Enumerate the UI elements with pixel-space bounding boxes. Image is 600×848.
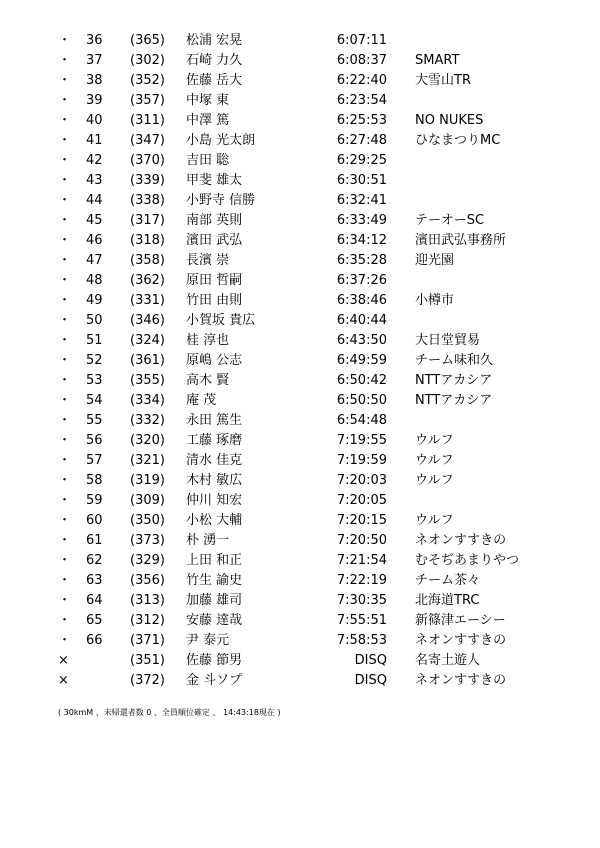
finish-time-cell: 6:50:50 [336, 393, 387, 408]
table-row [0, 171, 600, 191]
table-row [0, 431, 600, 451]
rank-cell: 48 [86, 273, 103, 288]
rank-cell: 49 [86, 293, 103, 308]
row-marker: ・ [58, 273, 72, 288]
row-marker: ・ [58, 433, 72, 448]
bib-number-cell: (319) [130, 473, 165, 488]
rank-cell: 47 [86, 253, 103, 268]
runner-name-cell: 朴 湧一 [186, 533, 230, 548]
team-name-cell: ウルフ [415, 433, 454, 448]
runner-name-cell: 石崎 力久 [186, 53, 243, 68]
runner-name-cell: 濱田 武弘 [186, 233, 243, 248]
team-name-cell: SMART [415, 53, 460, 68]
team-name-cell: NTTアカシア [415, 373, 493, 388]
team-name-cell: チーム味和久 [415, 353, 494, 368]
runner-name-cell: 中塚 東 [186, 93, 230, 108]
rank-cell: 66 [86, 633, 103, 648]
finish-time-cell: 6:49:59 [336, 353, 387, 368]
rank-cell: 63 [86, 573, 103, 588]
rank-cell: 61 [86, 533, 103, 548]
finish-time-cell: 7:55:51 [336, 613, 387, 628]
row-marker: ・ [58, 233, 72, 248]
table-row [0, 451, 600, 471]
finish-time-cell: 7:22:19 [336, 573, 387, 588]
team-name-cell: チーム茶々 [415, 573, 481, 588]
table-row [0, 31, 600, 51]
runner-name-cell: 小島 光太朗 [186, 133, 256, 148]
bib-number-cell: (313) [130, 593, 165, 608]
table-row [0, 231, 600, 251]
table-row [0, 131, 600, 151]
finish-time-cell: 6:32:41 [336, 193, 387, 208]
finish-time-cell: 6:43:50 [336, 333, 387, 348]
row-marker: ・ [58, 153, 72, 168]
row-marker: ・ [58, 193, 72, 208]
rank-cell: 52 [86, 353, 103, 368]
row-marker: ・ [58, 173, 72, 188]
finish-time-cell: 6:54:48 [336, 413, 387, 428]
table-row [0, 371, 600, 391]
results-table [0, 31, 600, 691]
team-name-cell: 新篠津エーシー [415, 613, 506, 628]
row-marker: ・ [58, 553, 72, 568]
runner-name-cell: 尹 泰元 [186, 633, 230, 648]
table-row [0, 291, 600, 311]
runner-name-cell: 佐藤 岳大 [186, 73, 243, 88]
row-marker: ・ [58, 113, 72, 128]
bib-number-cell: (371) [130, 633, 165, 648]
table-row [0, 271, 600, 291]
rank-cell: 57 [86, 453, 103, 468]
runner-name-cell: 佐藤 節男 [186, 653, 243, 668]
table-row [0, 391, 600, 411]
bib-number-cell: (334) [130, 393, 165, 408]
row-marker: ・ [58, 73, 72, 88]
finish-time-cell: 7:21:54 [336, 553, 387, 568]
team-name-cell: 小樽市 [415, 293, 455, 308]
team-name-cell: むそぢあまりやつ [415, 553, 520, 568]
runner-name-cell: 庵 茂 [186, 393, 217, 408]
table-row [0, 631, 600, 651]
bib-number-cell: (311) [130, 113, 165, 128]
rank-cell: 56 [86, 433, 103, 448]
runner-name-cell: 吉田 聡 [186, 153, 230, 168]
rank-cell: 38 [86, 73, 103, 88]
finish-time-cell: 6:38:46 [336, 293, 387, 308]
team-name-cell: 濱田武弘事務所 [415, 233, 507, 248]
bib-number-cell: (362) [130, 273, 165, 288]
finish-time-cell: 6:30:51 [336, 173, 387, 188]
runner-name-cell: 加藤 雄司 [186, 593, 243, 608]
team-name-cell: 迎光園 [415, 253, 455, 268]
table-row [0, 511, 600, 531]
finish-time-cell: 6:23:54 [336, 93, 387, 108]
rank-cell: 50 [86, 313, 103, 328]
runner-name-cell: 工藤 琢磨 [186, 433, 243, 448]
bib-number-cell: (355) [130, 373, 165, 388]
runner-name-cell: 上田 和正 [186, 553, 243, 568]
finish-time-cell: 7:58:53 [336, 633, 387, 648]
row-marker: ・ [58, 253, 72, 268]
row-marker: ・ [58, 133, 72, 148]
rank-cell: 54 [86, 393, 103, 408]
team-name-cell: NO NUKES [415, 113, 484, 128]
finish-time-cell: DISQ [354, 653, 387, 668]
runner-name-cell: 長濱 崇 [186, 253, 230, 268]
row-marker: ・ [58, 633, 72, 648]
team-name-cell: NTTアカシア [415, 393, 493, 408]
finish-time-cell: 7:20:15 [336, 513, 387, 528]
table-row [0, 531, 600, 551]
rank-cell: 39 [86, 93, 103, 108]
bib-number-cell: (372) [130, 673, 165, 688]
table-row [0, 191, 600, 211]
bib-number-cell: (338) [130, 193, 165, 208]
team-name-cell: 北海道TRC [415, 593, 480, 608]
table-row [0, 611, 600, 631]
team-name-cell: ウルフ [415, 453, 454, 468]
row-marker: ・ [58, 593, 72, 608]
finish-time-cell: 7:30:35 [336, 593, 387, 608]
rank-cell: 44 [86, 193, 103, 208]
row-marker: ・ [58, 613, 72, 628]
row-marker: ・ [58, 213, 72, 228]
runner-name-cell: 木村 敏広 [186, 473, 243, 488]
runner-name-cell: 原嶋 公志 [186, 353, 243, 368]
table-row [0, 71, 600, 91]
bib-number-cell: (324) [130, 333, 165, 348]
table-row [0, 111, 600, 131]
row-marker: ・ [58, 533, 72, 548]
table-row [0, 331, 600, 351]
bib-number-cell: (351) [130, 653, 165, 668]
finish-time-cell: 6:34:12 [336, 233, 387, 248]
table-row [0, 471, 600, 491]
rank-cell: 51 [86, 333, 103, 348]
rank-cell: 53 [86, 373, 103, 388]
runner-name-cell: 南部 英則 [186, 213, 243, 228]
bib-number-cell: (357) [130, 93, 165, 108]
finish-time-cell: 6:50:42 [336, 373, 387, 388]
team-name-cell: ウルフ [415, 513, 454, 528]
row-marker: ・ [58, 513, 72, 528]
team-name-cell: ウルフ [415, 473, 454, 488]
finish-time-cell: 7:20:50 [336, 533, 387, 548]
row-marker: ・ [58, 493, 72, 508]
bib-number-cell: (365) [130, 33, 165, 48]
runner-name-cell: 清水 佳克 [186, 453, 243, 468]
runner-name-cell: 中澤 篤 [186, 113, 230, 128]
rank-cell: 37 [86, 53, 103, 68]
bib-number-cell: (350) [130, 513, 165, 528]
table-row [0, 551, 600, 571]
finish-time-cell: 6:33:49 [336, 213, 387, 228]
team-name-cell: 大雪山TR [415, 73, 471, 88]
row-marker: ・ [58, 353, 72, 368]
bib-number-cell: (312) [130, 613, 165, 628]
table-row [0, 411, 600, 431]
finish-time-cell: 6:08:37 [336, 53, 387, 68]
finish-time-cell: 6:07:11 [336, 33, 387, 48]
bib-number-cell: (370) [130, 153, 165, 168]
row-marker: ・ [58, 313, 72, 328]
bib-number-cell: (373) [130, 533, 165, 548]
rank-cell: 40 [86, 113, 103, 128]
table-row [0, 571, 600, 591]
bib-number-cell: (356) [130, 573, 165, 588]
runner-name-cell: 小松 大輔 [186, 513, 243, 528]
runner-name-cell: 小賀坂 貴広 [186, 313, 256, 328]
table-row [0, 591, 600, 611]
table-row [0, 671, 600, 691]
runner-name-cell: 小野寺 信勝 [186, 193, 256, 208]
row-marker: ・ [58, 293, 72, 308]
table-row [0, 91, 600, 111]
row-marker: ・ [58, 573, 72, 588]
table-row [0, 351, 600, 371]
runner-name-cell: 竹田 由則 [186, 293, 243, 308]
finish-time-cell: 6:29:25 [336, 153, 387, 168]
team-name-cell: ネオンすすきの [415, 533, 507, 548]
finish-time-cell: 7:19:55 [336, 433, 387, 448]
team-name-cell: 大日堂貿易 [415, 333, 481, 348]
bib-number-cell: (320) [130, 433, 165, 448]
table-row [0, 151, 600, 171]
rank-cell: 58 [86, 473, 103, 488]
table-row [0, 311, 600, 331]
runner-name-cell: 永田 篤生 [186, 413, 243, 428]
rank-cell: 36 [86, 33, 103, 48]
bib-number-cell: (321) [130, 453, 165, 468]
finish-time-cell: DISQ [354, 673, 387, 688]
row-marker: ・ [58, 53, 72, 68]
bib-number-cell: (358) [130, 253, 165, 268]
row-marker: × [58, 653, 69, 668]
rank-cell: 62 [86, 553, 103, 568]
runner-name-cell: 仲川 知宏 [186, 493, 243, 508]
rank-cell: 46 [86, 233, 103, 248]
runner-name-cell: 松浦 宏晃 [186, 33, 243, 48]
row-marker: ・ [58, 473, 72, 488]
bib-number-cell: (361) [130, 353, 165, 368]
finish-time-cell: 7:20:03 [336, 473, 387, 488]
runner-name-cell: 原田 哲嗣 [186, 273, 243, 288]
bib-number-cell: (352) [130, 73, 165, 88]
runner-name-cell: 竹生 諭史 [186, 573, 243, 588]
footnote: ( 30kmM 、未帰還者数 0 、全員順位確定 、 14:43:18現在 ) [58, 708, 281, 717]
team-name-cell: 名寄土遊人 [415, 653, 481, 668]
row-marker: × [58, 673, 69, 688]
runner-name-cell: 金 斗ソプ [186, 673, 243, 688]
rank-cell: 45 [86, 213, 103, 228]
row-marker: ・ [58, 413, 72, 428]
bib-number-cell: (347) [130, 133, 165, 148]
rank-cell: 42 [86, 153, 103, 168]
bib-number-cell: (346) [130, 313, 165, 328]
bib-number-cell: (318) [130, 233, 165, 248]
finish-time-cell: 6:25:53 [336, 113, 387, 128]
row-marker: ・ [58, 333, 72, 348]
rank-cell: 65 [86, 613, 103, 628]
runner-name-cell: 桂 淳也 [186, 333, 230, 348]
table-row [0, 491, 600, 511]
finish-time-cell: 7:20:05 [336, 493, 387, 508]
finish-time-cell: 6:35:28 [336, 253, 387, 268]
bib-number-cell: (332) [130, 413, 165, 428]
rank-cell: 55 [86, 413, 103, 428]
row-marker: ・ [58, 33, 72, 48]
table-row [0, 211, 600, 231]
rank-cell: 43 [86, 173, 103, 188]
team-name-cell: ひなまつりMC [415, 133, 501, 148]
bib-number-cell: (329) [130, 553, 165, 568]
rank-cell: 64 [86, 593, 103, 608]
bib-number-cell: (339) [130, 173, 165, 188]
bib-number-cell: (331) [130, 293, 165, 308]
bib-number-cell: (302) [130, 53, 165, 68]
table-row [0, 51, 600, 71]
finish-time-cell: 6:27:48 [336, 133, 387, 148]
finish-time-cell: 7:19:59 [336, 453, 387, 468]
table-row [0, 251, 600, 271]
finish-time-cell: 6:37:26 [336, 273, 387, 288]
team-name-cell: テーオーSC [415, 213, 485, 228]
row-marker: ・ [58, 93, 72, 108]
team-name-cell: ネオンすすきの [415, 673, 507, 688]
row-marker: ・ [58, 393, 72, 408]
rank-cell: 60 [86, 513, 103, 528]
team-name-cell: ネオンすすきの [415, 633, 507, 648]
finish-time-cell: 6:22:40 [336, 73, 387, 88]
row-marker: ・ [58, 373, 72, 388]
table-row [0, 651, 600, 671]
finish-time-cell: 6:40:44 [336, 313, 387, 328]
bib-number-cell: (309) [130, 493, 165, 508]
rank-cell: 59 [86, 493, 103, 508]
runner-name-cell: 高木 賢 [186, 373, 230, 388]
bib-number-cell: (317) [130, 213, 165, 228]
runner-name-cell: 安藤 達哉 [186, 613, 243, 628]
runner-name-cell: 甲斐 雄太 [186, 173, 243, 188]
rank-cell: 41 [86, 133, 103, 148]
row-marker: ・ [58, 453, 72, 468]
